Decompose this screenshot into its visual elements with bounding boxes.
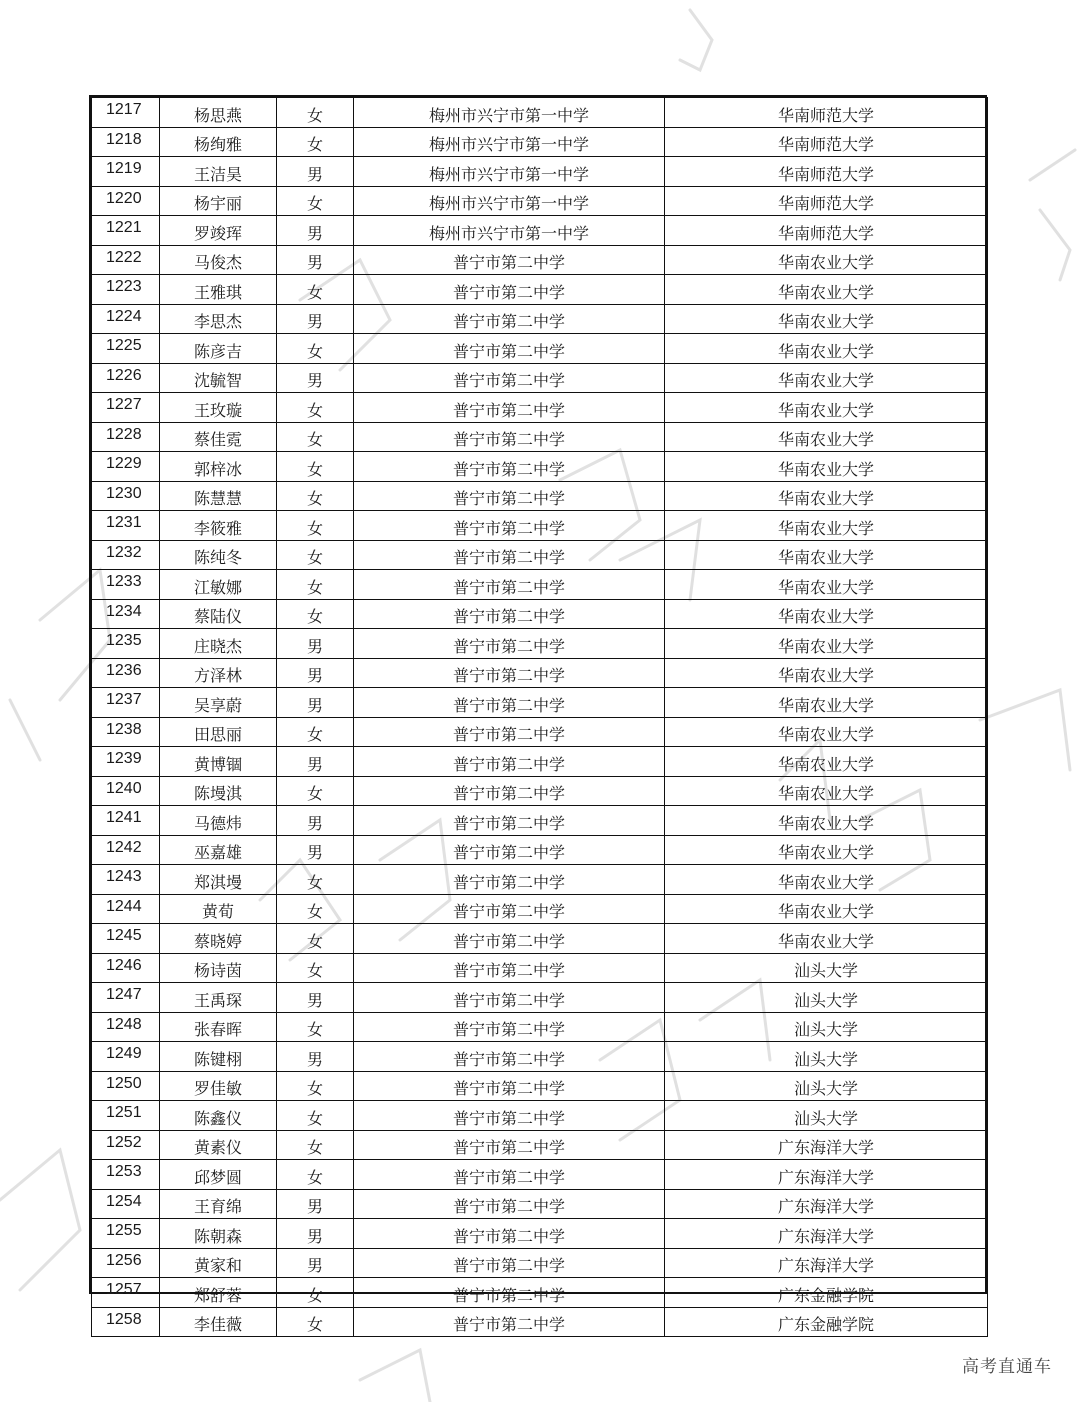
student-name: 江敏娜 [160, 570, 277, 600]
table-row [92, 1071, 988, 1101]
table-row [92, 1042, 988, 1072]
student-name: 王育绵 [160, 1189, 277, 1219]
student-gender: 男 [277, 658, 354, 688]
student-school: 普宁市第二中学 [354, 1219, 665, 1249]
admitted-university: 华南师范大学 [665, 157, 988, 187]
student-gender: 女 [277, 1101, 354, 1131]
table-row [92, 983, 988, 1013]
student-gender: 女 [277, 1160, 354, 1190]
table-row [92, 393, 988, 423]
table-row [92, 658, 988, 688]
student-gender: 女 [277, 953, 354, 983]
student-school: 梅州市兴宁市第一中学 [354, 98, 665, 128]
row-number: 1238 [92, 717, 160, 747]
admitted-university: 汕头大学 [665, 1071, 988, 1101]
table-row [92, 1012, 988, 1042]
row-number: 1226 [92, 363, 160, 393]
row-number: 1258 [92, 1307, 160, 1337]
table-row [92, 304, 988, 334]
student-gender: 女 [277, 717, 354, 747]
student-gender: 男 [277, 688, 354, 718]
row-number: 1247 [92, 983, 160, 1013]
student-school: 普宁市第二中学 [354, 570, 665, 600]
table-row [92, 127, 988, 157]
student-gender: 男 [277, 747, 354, 777]
student-name: 邱梦圆 [160, 1160, 277, 1190]
student-name: 王禹琛 [160, 983, 277, 1013]
row-number: 1237 [92, 688, 160, 718]
student-gender: 男 [277, 157, 354, 187]
student-gender: 女 [277, 776, 354, 806]
student-school: 普宁市第二中学 [354, 540, 665, 570]
student-name: 李筱雅 [160, 511, 277, 541]
student-school: 普宁市第二中学 [354, 1248, 665, 1278]
admitted-university: 华南师范大学 [665, 98, 988, 128]
row-number: 1240 [92, 776, 160, 806]
row-number: 1244 [92, 894, 160, 924]
student-school: 梅州市兴宁市第一中学 [354, 127, 665, 157]
student-gender: 女 [277, 393, 354, 423]
student-name: 郭梓冰 [160, 452, 277, 482]
student-name: 黄家和 [160, 1248, 277, 1278]
admitted-university: 华南农业大学 [665, 835, 988, 865]
student-name: 田思丽 [160, 717, 277, 747]
student-gender: 男 [277, 835, 354, 865]
row-number: 1249 [92, 1042, 160, 1072]
student-school: 普宁市第二中学 [354, 304, 665, 334]
row-number: 1253 [92, 1160, 160, 1190]
row-number: 1257 [92, 1278, 160, 1308]
row-number: 1219 [92, 157, 160, 187]
student-school: 普宁市第二中学 [354, 835, 665, 865]
student-gender: 男 [277, 629, 354, 659]
admitted-university: 华南农业大学 [665, 629, 988, 659]
student-gender: 女 [277, 894, 354, 924]
student-name: 杨思燕 [160, 98, 277, 128]
student-name: 庄晓杰 [160, 629, 277, 659]
row-number: 1252 [92, 1130, 160, 1160]
student-school: 梅州市兴宁市第一中学 [354, 186, 665, 216]
student-gender: 男 [277, 304, 354, 334]
admitted-university: 华南农业大学 [665, 540, 988, 570]
row-number: 1232 [92, 540, 160, 570]
row-number: 1218 [92, 127, 160, 157]
table-row [92, 1101, 988, 1131]
student-gender: 男 [277, 1219, 354, 1249]
student-name: 陈墁淇 [160, 776, 277, 806]
row-number: 1239 [92, 747, 160, 777]
student-school: 普宁市第二中学 [354, 894, 665, 924]
student-name: 陈彦吉 [160, 334, 277, 364]
student-school: 普宁市第二中学 [354, 658, 665, 688]
student-gender: 男 [277, 1189, 354, 1219]
row-number: 1227 [92, 393, 160, 423]
admitted-university: 华南农业大学 [665, 275, 988, 305]
student-name: 郑淇墁 [160, 865, 277, 895]
student-school: 普宁市第二中学 [354, 1101, 665, 1131]
student-gender: 女 [277, 186, 354, 216]
student-school: 普宁市第二中学 [354, 717, 665, 747]
table-row [92, 422, 988, 452]
student-gender: 女 [277, 334, 354, 364]
student-name: 张春晖 [160, 1012, 277, 1042]
admitted-university: 广东海洋大学 [665, 1219, 988, 1249]
admitted-university: 汕头大学 [665, 983, 988, 1013]
row-number: 1235 [92, 629, 160, 659]
admitted-university: 华南农业大学 [665, 304, 988, 334]
student-gender: 男 [277, 1042, 354, 1072]
table-row [92, 599, 988, 629]
table-row [92, 570, 988, 600]
student-gender: 男 [277, 363, 354, 393]
table-row [92, 98, 988, 128]
table-row [92, 924, 988, 954]
admitted-university: 华南农业大学 [665, 363, 988, 393]
student-school: 普宁市第二中学 [354, 1071, 665, 1101]
admitted-university: 汕头大学 [665, 1012, 988, 1042]
row-number: 1233 [92, 570, 160, 600]
row-number: 1255 [92, 1219, 160, 1249]
table-row [92, 481, 988, 511]
student-school: 普宁市第二中学 [354, 334, 665, 364]
student-school: 普宁市第二中学 [354, 953, 665, 983]
student-school: 普宁市第二中学 [354, 747, 665, 777]
row-number: 1246 [92, 953, 160, 983]
row-number: 1230 [92, 481, 160, 511]
table-row [92, 157, 988, 187]
student-school: 梅州市兴宁市第一中学 [354, 157, 665, 187]
student-gender: 男 [277, 1248, 354, 1278]
admitted-university: 华南农业大学 [665, 245, 988, 275]
row-number: 1241 [92, 806, 160, 836]
table-row [92, 776, 988, 806]
admitted-university: 华南农业大学 [665, 806, 988, 836]
admitted-university: 广东海洋大学 [665, 1248, 988, 1278]
student-name: 王玫璇 [160, 393, 277, 423]
table-row [92, 1219, 988, 1249]
admitted-university: 华南农业大学 [665, 570, 988, 600]
table-row [92, 186, 988, 216]
row-number: 1251 [92, 1101, 160, 1131]
student-school: 普宁市第二中学 [354, 599, 665, 629]
student-gender: 女 [277, 275, 354, 305]
row-number: 1228 [92, 422, 160, 452]
student-school: 普宁市第二中学 [354, 393, 665, 423]
student-school: 普宁市第二中学 [354, 275, 665, 305]
student-name: 罗佳敏 [160, 1071, 277, 1101]
table-row [92, 688, 988, 718]
admitted-university: 华南农业大学 [665, 511, 988, 541]
student-school: 普宁市第二中学 [354, 688, 665, 718]
student-gender: 女 [277, 481, 354, 511]
student-name: 陈朝森 [160, 1219, 277, 1249]
table-row [92, 894, 988, 924]
admitted-university: 广东海洋大学 [665, 1160, 988, 1190]
student-name: 巫嘉雄 [160, 835, 277, 865]
table-row [92, 629, 988, 659]
admitted-university: 汕头大学 [665, 1101, 988, 1131]
student-gender: 女 [277, 924, 354, 954]
row-number: 1234 [92, 599, 160, 629]
student-school: 普宁市第二中学 [354, 1189, 665, 1219]
student-school: 普宁市第二中学 [354, 1012, 665, 1042]
student-gender: 女 [277, 865, 354, 895]
admitted-university: 华南农业大学 [665, 393, 988, 423]
table-body [92, 98, 988, 1337]
table-row [92, 511, 988, 541]
admitted-university: 华南农业大学 [665, 717, 988, 747]
student-school: 普宁市第二中学 [354, 1307, 665, 1337]
student-school: 普宁市第二中学 [354, 422, 665, 452]
student-school: 普宁市第二中学 [354, 452, 665, 482]
admitted-university: 华南农业大学 [665, 894, 988, 924]
student-school: 普宁市第二中学 [354, 776, 665, 806]
student-name: 马俊杰 [160, 245, 277, 275]
student-name: 陈鑫仪 [160, 1101, 277, 1131]
row-number: 1245 [92, 924, 160, 954]
table-row [92, 245, 988, 275]
student-gender: 女 [277, 540, 354, 570]
table-row [92, 1160, 988, 1190]
student-gender: 女 [277, 1278, 354, 1308]
student-name: 王雅琪 [160, 275, 277, 305]
student-gender: 女 [277, 127, 354, 157]
row-number: 1256 [92, 1248, 160, 1278]
table-row [92, 717, 988, 747]
student-name: 郑舒蓉 [160, 1278, 277, 1308]
admission-table-frame [89, 95, 987, 1334]
student-gender: 女 [277, 1012, 354, 1042]
student-name: 马德炜 [160, 806, 277, 836]
student-school: 普宁市第二中学 [354, 983, 665, 1013]
admitted-university: 华南农业大学 [665, 452, 988, 482]
student-gender: 男 [277, 245, 354, 275]
student-name: 杨绚雅 [160, 127, 277, 157]
student-school: 普宁市第二中学 [354, 1278, 665, 1308]
student-school: 普宁市第二中学 [354, 511, 665, 541]
student-name: 蔡晓婷 [160, 924, 277, 954]
student-gender: 女 [277, 1130, 354, 1160]
student-name: 蔡陆仪 [160, 599, 277, 629]
student-name: 王洁昊 [160, 157, 277, 187]
admitted-university: 华南农业大学 [665, 422, 988, 452]
table-row [92, 452, 988, 482]
admitted-university: 华南师范大学 [665, 216, 988, 246]
row-number: 1217 [92, 98, 160, 128]
student-name: 李思杰 [160, 304, 277, 334]
table-row [92, 806, 988, 836]
admitted-university: 汕头大学 [665, 953, 988, 983]
student-gender: 女 [277, 1071, 354, 1101]
student-gender: 女 [277, 511, 354, 541]
admitted-university: 华南农业大学 [665, 481, 988, 511]
student-school: 普宁市第二中学 [354, 924, 665, 954]
student-name: 罗竣珲 [160, 216, 277, 246]
admission-table [91, 97, 988, 1337]
table-row [92, 275, 988, 305]
table-row [92, 334, 988, 364]
footer-brand: 高考直通车 [962, 1357, 1052, 1377]
row-number: 1248 [92, 1012, 160, 1042]
student-school: 普宁市第二中学 [354, 1042, 665, 1072]
table-row [92, 1189, 988, 1219]
admitted-university: 华南农业大学 [665, 599, 988, 629]
table-row [92, 216, 988, 246]
student-name: 陈键栩 [160, 1042, 277, 1072]
student-school: 梅州市兴宁市第一中学 [354, 216, 665, 246]
row-number: 1243 [92, 865, 160, 895]
student-name: 吴享蔚 [160, 688, 277, 718]
table-row [92, 363, 988, 393]
admitted-university: 广东金融学院 [665, 1278, 988, 1308]
admitted-university: 华南农业大学 [665, 688, 988, 718]
row-number: 1224 [92, 304, 160, 334]
student-gender: 女 [277, 599, 354, 629]
student-gender: 男 [277, 983, 354, 1013]
student-name: 蔡佳霓 [160, 422, 277, 452]
admitted-university: 华南农业大学 [665, 658, 988, 688]
student-name: 沈毓智 [160, 363, 277, 393]
row-number: 1223 [92, 275, 160, 305]
row-number: 1221 [92, 216, 160, 246]
admitted-university: 华南农业大学 [665, 334, 988, 364]
student-school: 普宁市第二中学 [354, 806, 665, 836]
admitted-university: 汕头大学 [665, 1042, 988, 1072]
student-gender: 女 [277, 1307, 354, 1337]
admitted-university: 华南农业大学 [665, 776, 988, 806]
student-name: 杨宇丽 [160, 186, 277, 216]
table-row [92, 1307, 988, 1337]
table-row [92, 1130, 988, 1160]
row-number: 1220 [92, 186, 160, 216]
admitted-university: 广东海洋大学 [665, 1130, 988, 1160]
student-name: 李佳薇 [160, 1307, 277, 1337]
student-school: 普宁市第二中学 [354, 481, 665, 511]
student-name: 陈纯冬 [160, 540, 277, 570]
row-number: 1242 [92, 835, 160, 865]
student-gender: 男 [277, 806, 354, 836]
student-school: 普宁市第二中学 [354, 629, 665, 659]
student-school: 普宁市第二中学 [354, 865, 665, 895]
table-row [92, 953, 988, 983]
student-gender: 女 [277, 422, 354, 452]
admitted-university: 华南师范大学 [665, 127, 988, 157]
student-school: 普宁市第二中学 [354, 363, 665, 393]
student-name: 黄荀 [160, 894, 277, 924]
row-number: 1222 [92, 245, 160, 275]
row-number: 1250 [92, 1071, 160, 1101]
row-number: 1225 [92, 334, 160, 364]
table-row [92, 747, 988, 777]
table-row [92, 1278, 988, 1308]
admitted-university: 广东海洋大学 [665, 1189, 988, 1219]
student-gender: 女 [277, 98, 354, 128]
admitted-university: 华南师范大学 [665, 186, 988, 216]
student-gender: 女 [277, 570, 354, 600]
row-number: 1231 [92, 511, 160, 541]
student-gender: 男 [277, 216, 354, 246]
admitted-university: 华南农业大学 [665, 865, 988, 895]
student-school: 普宁市第二中学 [354, 1130, 665, 1160]
row-number: 1254 [92, 1189, 160, 1219]
row-number: 1229 [92, 452, 160, 482]
student-gender: 女 [277, 452, 354, 482]
student-name: 方泽林 [160, 658, 277, 688]
table-row [92, 540, 988, 570]
row-number: 1236 [92, 658, 160, 688]
student-name: 黄素仪 [160, 1130, 277, 1160]
student-name: 黄博锢 [160, 747, 277, 777]
admitted-university: 广东金融学院 [665, 1307, 988, 1337]
student-name: 陈慧慧 [160, 481, 277, 511]
student-school: 普宁市第二中学 [354, 1160, 665, 1190]
table-row [92, 865, 988, 895]
table-row [92, 835, 988, 865]
admitted-university: 华南农业大学 [665, 747, 988, 777]
student-school: 普宁市第二中学 [354, 245, 665, 275]
admitted-university: 华南农业大学 [665, 924, 988, 954]
student-name: 杨诗茵 [160, 953, 277, 983]
table-row [92, 1248, 988, 1278]
